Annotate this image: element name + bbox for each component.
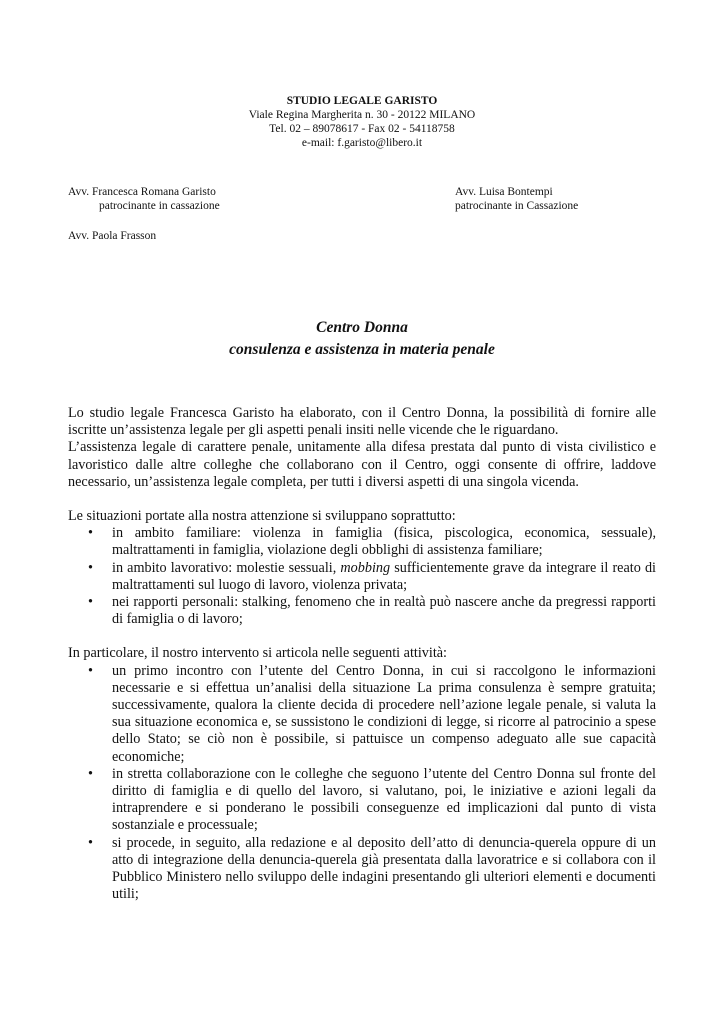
document-title (0, 317, 724, 361)
situation-item-work-suffix: sufficientemente grave da integrare il reato di maltrattamenti sul luogo di lavoro, violenza privata; (112, 559, 656, 593)
bullet-icon: • (88, 525, 93, 542)
intro-paragraph-1: Lo studio legale Francesca Garisto ha elaborato, con il Centro Donna, la possibilità di fornire alle iscritte un’assistenza legale per gli aspetti penali insiti nelle vicende che le riguardano. (68, 405, 656, 439)
firm-email: e-mail: f.garisto@libero.it (301, 137, 423, 149)
situation-item-work-prefix: in ambito lavorativo: molestie sessuali, (112, 559, 341, 576)
activity-item-complaint: si procede, in seguito, alla redazione e al deposito dell’atto di denuncia-querela oppure di un atto di integrazione della denuncia-querela già presentata dalla lavoratrice e si collabora con il Pubblico Ministero nello sviluppo delle indagini presentando gli ulteriori elementi e documenti utili; (112, 834, 656, 903)
lawyer-left-name: Avv. Francesca Romana Garisto (68, 186, 216, 198)
document-body (68, 405, 656, 903)
paragraph-gap (68, 491, 656, 508)
paragraph-gap (68, 628, 656, 645)
lawyer-left-role: patrocinante in cassazione (99, 200, 220, 212)
lawyer-third-name: Avv. Paola Frasson (68, 230, 157, 242)
lawyer-left (68, 185, 368, 213)
situations-list (68, 525, 656, 628)
bullet-icon: • (88, 594, 93, 611)
list-item (68, 594, 656, 628)
list-item (68, 766, 656, 835)
bullet-icon: • (88, 662, 93, 679)
list-item (68, 525, 656, 559)
intro-paragraph-2: L’assistenza legale di carattere penale, unitamente alla difesa prestata dal punto di vista civilistico e lavoristico dalle altre colleghe che collaborano con il Centro, oggi consente di offrire, laddove necessario, un’assistenza legale completa, per tutti i diversi aspetti di una singola vicenda. (68, 439, 656, 490)
situation-item-personal: nei rapporti personali: stalking, fenomeno che in realtà può nascere anche da pregressi rapporti di famiglia o di lavoro; (112, 594, 656, 628)
firm-name: STUDIO LEGALE GARISTO (286, 95, 438, 107)
title-line-1: Centro Donna (316, 319, 408, 336)
title-line-2: consulenza e assistenza in materia penale (229, 341, 495, 358)
lawyer-right-name: Avv. Luisa Bontempi (455, 186, 553, 198)
lawyer-right (455, 185, 675, 213)
bullet-icon: • (88, 765, 93, 782)
activity-item-first-meeting: un primo incontro con l’utente del Centro Donna, in cui si raccolgono le informazioni necessarie e si effettua un’analisi della situazione La prima consulenza è sempre gratuita; successivamente, qualora la cliente decida di procedere nell’azione legale penale, si valuta la sua situazione economica e, se sussistono le condizioni di legge, si ricorre al patrocinio a spese dello Stato; se ciò non è possibile, si pattuisce un compenso adeguato alle sue capacità economiche; (112, 662, 656, 765)
activity-item-collaboration: in stretta collaborazione con le colleghe che seguono l’utente del Centro Donna sul fronte del diritto di famiglia e di quello del lavoro, si valutano, poi, le iniziative e azioni legali da intraprendere e si ponderano le possibili conseguenze ed implicazioni dal punto di vista sostanziale e processuale; (112, 765, 656, 834)
lawyer-right-role: patrocinante in Cassazione (455, 200, 579, 212)
situation-item-family: in ambito familiare: violenza in famiglia (fisica, piscologica, economica, sessuale), maltrattamenti in famiglia, violazione degli obblighi di assistenza familiare; (112, 525, 656, 559)
firm-phone: Tel. 02 – 89078617 - Fax 02 - 54118758 (269, 123, 455, 135)
letterhead (0, 94, 724, 150)
firm-address: Viale Regina Margherita n. 30 - 20122 MILANO (248, 109, 476, 121)
list-item (68, 835, 656, 904)
situations-heading: Le situazioni portate alla nostra attenzione si sviluppano soprattutto: (68, 508, 456, 525)
activities-list (68, 663, 656, 904)
bullet-icon: • (88, 559, 93, 576)
list-item (68, 663, 656, 766)
activities-heading: In particolare, il nostro intervento si articola nelle seguenti attività: (68, 645, 447, 662)
list-item (68, 560, 656, 594)
situation-item-work-emphasis: mobbing (340, 559, 391, 576)
bullet-icon: • (88, 834, 93, 851)
